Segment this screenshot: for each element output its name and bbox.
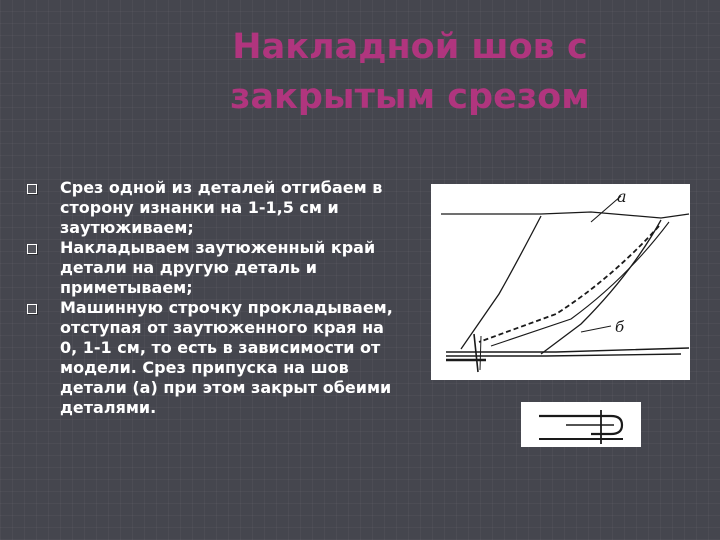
hollow-square-icon <box>27 184 37 194</box>
seam-section-drawing <box>521 402 641 447</box>
bullet-item <box>25 298 395 418</box>
bullet-text: Накладываем заутюженный край детали на другую деталь и приметываем; <box>60 238 376 297</box>
label-a: а <box>617 187 627 206</box>
right-slanted-edge <box>541 220 661 354</box>
bottom-layer-1 <box>446 348 689 352</box>
left-slanted-edge <box>461 216 541 349</box>
bullet-item <box>25 238 395 298</box>
seam-section-svg <box>521 402 641 447</box>
bullet-text: Машинную строчку прокладываем, отступая от заутюженного края на 0, 1-1 см, то есть в зависимости от модели. Срез припуска на шов детали (а) при этом закрыт обеими деталями. <box>60 298 393 417</box>
slide-title: Накладной шов с закрытым срезом <box>230 27 590 117</box>
bullet-list <box>25 178 395 418</box>
stitch-line <box>479 226 659 342</box>
seam-perspective-svg <box>431 184 690 380</box>
bullet-text: Срез одной из деталей отгибаем в сторону изнанки на 1-1,5 см и заутюживаем; <box>60 178 383 237</box>
bullet-item <box>25 178 395 238</box>
top-fabric-edge <box>441 212 689 218</box>
label-b: б <box>615 318 625 336</box>
seam-perspective-drawing <box>431 184 690 380</box>
hollow-square-icon <box>27 244 37 254</box>
label-b-leader <box>581 326 611 332</box>
section-cut-mark <box>474 334 478 372</box>
bottom-layer-2 <box>446 354 681 356</box>
hollow-square-icon <box>27 304 37 314</box>
